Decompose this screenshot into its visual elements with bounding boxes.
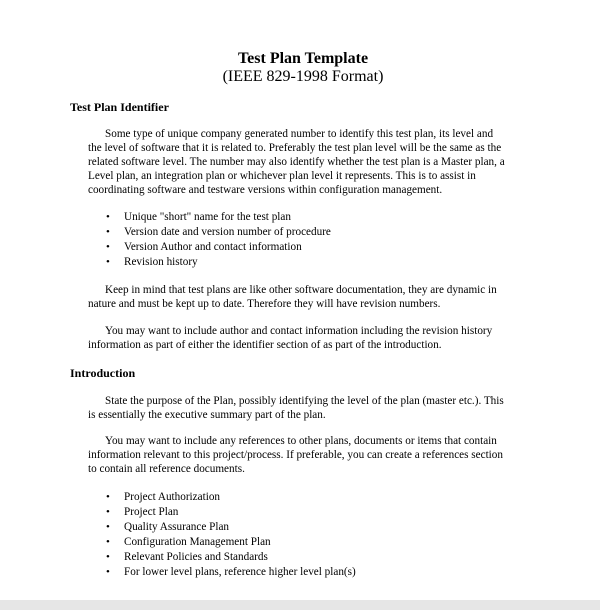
paragraph-line: information relevant to this project/process. If preferable, you can create a references section xyxy=(88,449,503,461)
paragraph-dynamic-documentation xyxy=(88,283,528,311)
section-heading-introduction: Introduction xyxy=(70,366,136,380)
page-bottom-edge xyxy=(0,600,600,610)
paragraph-references xyxy=(88,434,528,476)
list-item: • Version date and version number of procedure xyxy=(106,226,331,238)
list-item: • Version Author and contact information xyxy=(106,241,302,253)
section-heading-test-plan-identifier: Test Plan Identifier xyxy=(70,100,169,114)
paragraph-plan-purpose xyxy=(88,394,528,422)
list-item: • Quality Assurance Plan xyxy=(106,521,230,533)
bullet-icon: • xyxy=(106,566,110,578)
paragraph-author-contact xyxy=(88,324,528,352)
bullet-icon: • xyxy=(106,506,110,518)
page-subtitle: (IEEE 829-1998 Format) xyxy=(222,68,384,85)
list-item: • Relevant Policies and Standards xyxy=(106,551,268,563)
paragraph-line: the level of software that it is related to. Preferably the test plan level will be the same as the xyxy=(88,142,502,154)
bullet-list-identifier-items xyxy=(106,210,331,270)
paragraph-line: information as part of either the identifier section of as part of the introduction. xyxy=(88,339,442,351)
list-item: • Unique "short" name for the test plan xyxy=(106,211,291,223)
paragraph-line: Keep in mind that test plans are like other software documentation, they are dynamic in xyxy=(105,284,497,296)
list-item: • For lower level plans, reference higher level plan(s) xyxy=(106,566,356,578)
paragraph-line: to contain all reference documents. xyxy=(88,463,245,475)
paragraph-line: You may want to include any references to other plans, documents or items that contain xyxy=(105,435,497,447)
paragraph-line: Level plan, an integration plan or whichever plan level it represents. This is to assist in xyxy=(88,170,476,182)
list-item: • Project Plan xyxy=(106,506,179,518)
bullet-icon: • xyxy=(106,491,110,503)
bullet-list-reference-documents xyxy=(106,490,356,580)
bullet-icon: • xyxy=(106,536,110,548)
paragraph-line: nature and must be kept up to date. Therefore they will have revision numbers. xyxy=(88,298,441,310)
paragraph-line: You may want to include author and contact information including the revision history xyxy=(105,325,493,337)
paragraph-line: related software level. The number may also identify whether the test plan is a Master plan, a xyxy=(88,156,505,168)
paragraph-line: Some type of unique company generated number to identify this test plan, its level and xyxy=(105,128,494,140)
bullet-icon: • xyxy=(106,551,110,563)
paragraph-line: is essentially the executive summary part of the plan. xyxy=(88,409,326,421)
bullet-icon: • xyxy=(106,211,110,223)
paragraph-identifier-description xyxy=(88,127,528,197)
paragraph-line: coordinating software and testware versions within configuration management. xyxy=(88,184,443,196)
bullet-icon: • xyxy=(106,256,110,268)
list-item: • Revision history xyxy=(106,256,198,268)
paragraph-line: State the purpose of the Plan, possibly identifying the level of the plan (master etc.). This xyxy=(105,395,504,407)
bullet-icon: • xyxy=(106,241,110,253)
list-item: • Configuration Management Plan xyxy=(106,536,271,548)
bullet-icon: • xyxy=(106,521,110,533)
bullet-icon: • xyxy=(106,226,110,238)
list-item: • Project Authorization xyxy=(106,491,221,503)
page-title: Test Plan Template xyxy=(237,50,369,67)
